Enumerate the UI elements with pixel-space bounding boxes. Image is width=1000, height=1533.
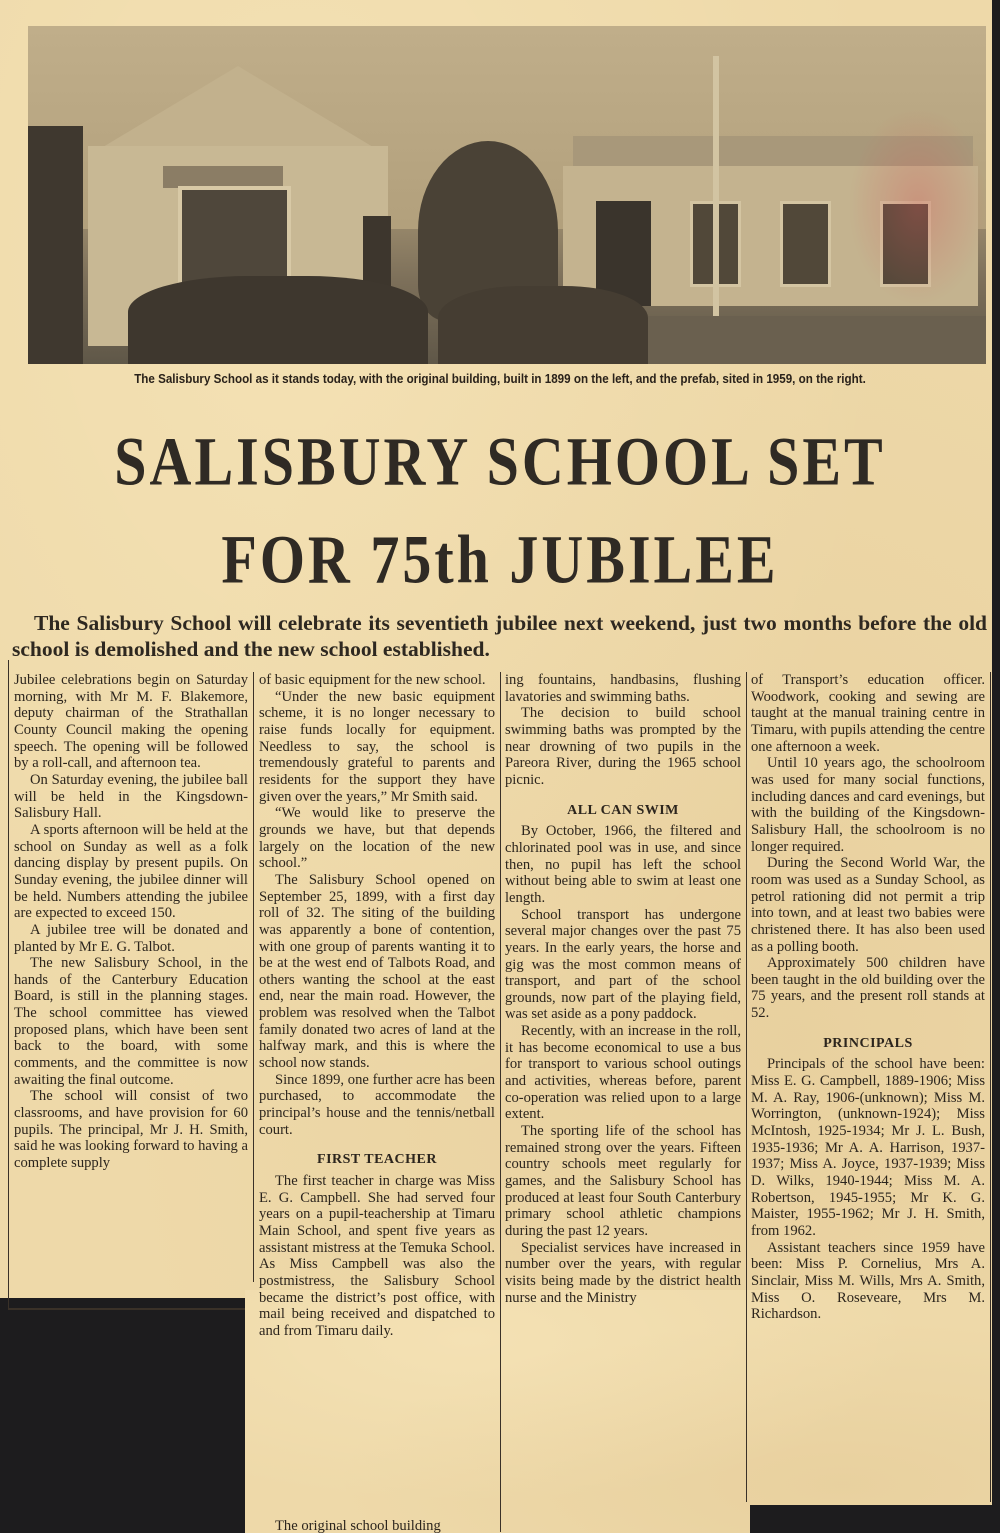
paragraph: By October, 1966, the filtered and chlorinated pool was in use, and since then, no pupil has left the school without being able to swim at least one length. xyxy=(505,823,741,906)
subheading-first-teacher: FIRST TEACHER xyxy=(317,1152,437,1168)
paragraph: of Transport’s education officer. Woodwork, cooking and sewing are taught at the manual training centre in Timaru, with pupils attending the centre one afternoon a week. xyxy=(751,672,985,755)
standfirst: The Salisbury School will celebrate its seventieth jubilee next weekend, just two months before the old school is demolished and the new school established. xyxy=(12,611,987,661)
article-column-3 xyxy=(505,672,741,1306)
school-photograph xyxy=(28,26,986,364)
paragraph: The decision to build school swimming baths was prompted by the near drowning of two pupils in the Pareora River, during the 1965 school picnic. xyxy=(505,705,741,788)
article-column-2 xyxy=(259,672,495,1340)
paragraph: The sporting life of the school has remained strong over the years. Fifteen country schools meet regularly for games, and the Salisbury School has produced at least four South Canterbury primary school athletic champions during the past 12 years. xyxy=(505,1123,741,1239)
photo-caption: The Salisbury School as it stands today, with the original building, built in 1899 on the left, and the prefab, sited in 1959, on the right. xyxy=(134,372,866,386)
paragraph: The new Salisbury School, in the hands of the Canterbury Education Board, is still in the planning stages. The school committee has viewed proposed plans, which have been sent back to the board, with some comments, and the committee is now awaiting the final outcome. xyxy=(14,955,248,1088)
paragraph: Until 10 years ago, the schoolroom was used for many social functions, including dances and card evenings, but with the building of the Kingsdown-Salisbury Hall, the schoolroom is no longer required. xyxy=(751,755,985,855)
paragraph: “Under the new basic equipment scheme, it is no longer necessary to raise funds locally for equipment. Needless to say, the school is tremendously grateful to parents and residents for the support they have given over the years,” Mr Smith said. xyxy=(259,688,495,805)
paragraph: Assistant teachers since 1959 have been: Miss P. Cornelius, Mrs A. Sinclair, Miss M. Wills, Mrs A. Smith, Miss O. Roseveare, Mrs M. Richardson. xyxy=(751,1239,985,1323)
torn-edge-background xyxy=(0,1310,245,1533)
subheading-all-can-swim: ALL CAN SWIM xyxy=(567,802,679,818)
paragraph: School transport has undergone several major changes over the past 75 years. In the early years, the horse and gig was the most common means of transport, and part of the school grounds, now part of the playing field, was set aside as a pony paddock. xyxy=(505,906,741,1023)
paragraph: Since 1899, one further acre has been purchased, to accommodate the principal’s house and the tennis/netball court. xyxy=(259,1071,495,1138)
paragraph: The first teacher in charge was Miss E. G. Campbell. She had served four years on a pupil-teachership at Timaru Main School, and spent five years as assistant mistress at the Temuka School. As Miss Campbell was also the postmistress, the Salisbury School became the district’s post office, with mail being received and dispatched to and from Timaru daily. xyxy=(259,1173,495,1339)
paragraph: A sports afternoon will be held at the school on Sunday as well as a folk dancing display by present pupils. On Sunday evening, the jubilee dinner will be held. Numbers attending the jubilee are expected to exceed 150. xyxy=(14,821,248,922)
column-rule xyxy=(746,672,747,1502)
headline-line-2: FOR 75th JUBILEE xyxy=(221,521,779,598)
column-rule xyxy=(500,672,501,1532)
paragraph: Jubilee celebrations begin on Saturday morning, with Mr M. F. Blakemore, deputy chairman of the Strathallan County Council making the opening speech. The opening will be followed by a roll-call, and afternoon tea. xyxy=(14,672,248,772)
paragraph: During the Second World War, the room was used as a Sunday School, as petrol rationing did not permit a trip into town, and at least two babies were christened there. It has also been used as a polling booth. xyxy=(751,855,985,955)
paragraph: Specialist services have increased in number over the years, with regular visits being made by the district health nurse and the Ministry xyxy=(505,1239,741,1306)
paragraph: Recently, with an increase in the roll, it has become economical to use a bus for transport to various school outings and activities, whereas before, parent co-operation was relied upon to a large extent. xyxy=(505,1023,741,1123)
paragraph: Principals of the school have been: Miss E. G. Campbell, 1889-1906; Miss M. A. Ray, 1906-(unknown); Miss M. Worrington, (unknown-1924); Miss McIntosh, 1925-1934; Mr J. L. Bush, 1935-1936; Mr A. A. Harrison, 1937-1937; Miss A. Joyce, 1937-1939; Miss D. Wilks, 1940-1944; Miss M. A. Robertson, 1945-1955; Mr K. G. Maister, 1955-1962; Mr J. H. Smith, from 1962. xyxy=(751,1056,985,1239)
paragraph: ing fountains, handbasins, flushing lavatories and swimming baths. xyxy=(505,672,741,705)
cutoff-line: The original school building xyxy=(275,1518,441,1533)
paragraph: On Saturday evening, the jubilee ball will be held in the Kingsdown-Salisbury Hall. xyxy=(14,771,248,822)
headline-line-1: SALISBURY SCHOOL SET xyxy=(114,423,886,500)
column-rule xyxy=(990,672,991,1502)
paragraph: The school will consist of two classrooms, and have provision for 60 pupils. The principal, Mr J. H. Smith, said he was looking forward to having a complete supply xyxy=(14,1088,248,1172)
column-rule xyxy=(8,660,9,1310)
paragraph: “We would like to preserve the grounds we have, but that depends largely on the location of the new school.” xyxy=(259,805,495,872)
paragraph: The Salisbury School opened on September 25, 1899, with a first day roll of 32. The siting of the building was apparently a bone of contention, with one group of parents wanting it to be at the west end of Talbots Road, and others wanting the school at the east end, near the main road. However, the problem was resolved when the Talbot family donated two acres of land at the halfway mark, and this is where the school now stands. xyxy=(259,871,495,1072)
article-column-1 xyxy=(14,672,248,1172)
article-column-4 xyxy=(751,672,985,1323)
paragraph: of basic equipment for the new school. xyxy=(259,672,486,688)
torn-edge-background xyxy=(750,1505,1000,1533)
paragraph: Approximately 500 children have been taught in the old building over the 75 years, and the present roll stands at 52. xyxy=(751,955,985,1022)
paragraph: A jubilee tree will be donated and planted by Mr E. G. Talbot. xyxy=(14,921,248,955)
column-rule xyxy=(253,672,254,1282)
subheading-principals: PRINCIPALS xyxy=(823,1035,913,1051)
